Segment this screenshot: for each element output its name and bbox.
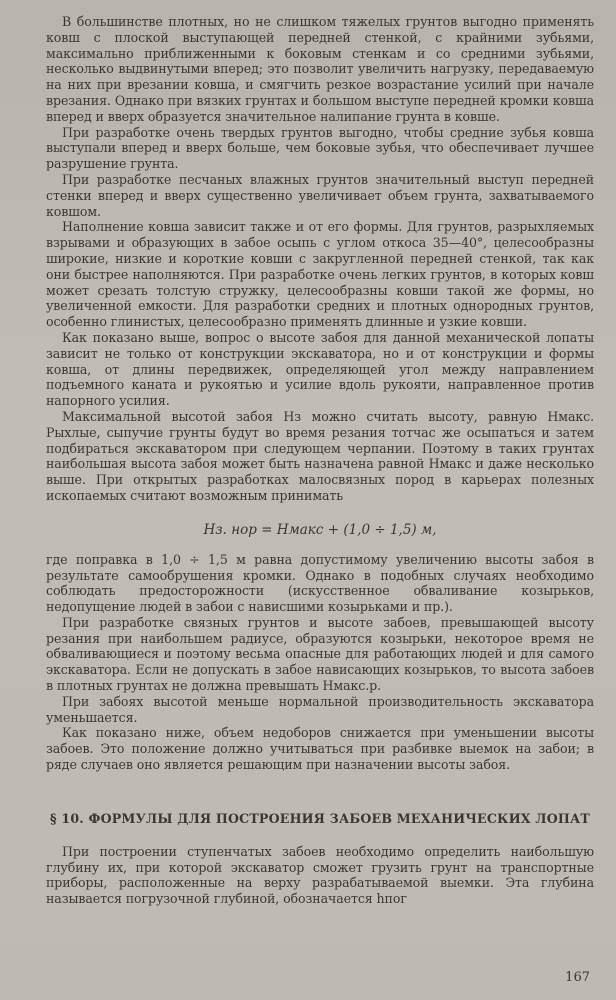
- section-heading: § 10. ФОРМУЛЫ ДЛЯ ПОСТРОЕНИЯ ЗАБОЕВ МЕХАНИЧЕСКИХ ЛОПАТ: [49, 810, 590, 826]
- paragraph: В большинстве плотных, но не слишком тяжелых грунтов выгодно применять ковш с плоской выступающей передней стенкой, с крайними зубьями, максимально приближенными к боковым стенкам и со средними зубьями, несколько выдвинутыми вперед; это позволит увеличить нагрузку, передаваемую на них при врезании ковша, и смягчить резкое возрастание усилий при начале врезания. Однако при вязких грунтах и большом выступе передней кромки ковша вперед и вверх образуется значительное налипание грунта в ковше.: [46, 14, 594, 124]
- paragraph: При забоях высотой меньше нормальной производительность экскаватора уменьшается.: [46, 693, 594, 725]
- paragraph: При построении ступенчатых забоев необходимо определить наибольшую глубину их, при которой экскаватор сможет грузить грунт на транспортные приборы, расположенные на верху разрабатываемой выемки. Эта глубина называется погрузочной глубиной, обозначается hпог: [46, 843, 594, 907]
- paragraph: где поправка в 1,0 ÷ 1,5 м равна допустимому увеличению высоты забоя в результате самообрушения кромки. Однако в подобных случаях необходимо соблюдать предосторожности (искусственное обваливание козырьков, недопущение людей в забои с нависшими козырьками и пр.).: [46, 551, 594, 615]
- page-number: 167: [565, 970, 590, 985]
- paragraph: Как показано ниже, объем недоборов снижается при уменьшении высоты забоев. Это положение должно учитываться при разбивке выемок на забои; в ряде случаев оно является решающим при назначении высоты забоя.: [46, 725, 594, 773]
- paragraph: При разработке песчаных влажных грунтов значительный выступ передней стенки вперед и вверх существенно увеличивает объем грунта, захватываемого ковшом.: [46, 171, 594, 219]
- paragraph: При разработке очень твердых грунтов выгодно, чтобы средние зубья ковша выступали вперед и вверх больше, чем боковые зубья, что обеспечивает лучшее разрушение грунта.: [46, 124, 594, 172]
- paragraph: При разработке связных грунтов и высоте забоев, превышающей высоту резания при наибольшем радиусе, образуются козырьки, некоторое время не обваливающиеся и поэтому весьма опасные для работающих людей и для самого экскаватора. Если не допускать в забое нависающих козырьков, то высота забоев в плотных грунтах не должна превышать Hмакс.р.: [46, 614, 594, 694]
- paragraph: Как показано выше, вопрос о высоте забоя для данной механической лопаты зависит не только от конструкции экскаватора, но и от конструкции и формы ковша, от длины передвижек, определяющей угол между направлением подъемного каната и рукоятью и усилие вдоль рукояти, направленное против напорного усилия.: [46, 329, 594, 409]
- paragraph: Наполнение ковша зависит также и от его формы. Для грунтов, разрыхляемых взрывами и образующих в забое осыпь с углом откоса 35—40°, целесообразны широкие, низкие и короткие ковши с закругленной передней стенкой, так как они быстрее наполняются. При разработке очень легких грунтов, в которых ковш может срезать толстую стружку, целесообразны ковши такой же формы, но увеличенной емкости. Для разработки средних и плотных однородных грунтов, особенно глинистых, целесообразно применять длинные и узкие ковши.: [46, 219, 594, 330]
- paragraph: Максимальной высотой забоя Hз можно считать высоту, равную Hмакс. Рыхлые, сыпучие грунты будут во время резания тотчас же осыпаться и затем подбираться экскаватором при следующем черпании. Поэтому в таких грунтах наибольшая высота забоя может быть назначена равной Hмакс и даже несколько выше. При открытых разработках малосвязных пород в карьерах полезных ископаемых считают возможным принимать: [46, 408, 594, 503]
- page-text: [46, 14, 594, 907]
- formula: Hз. нор = Hмакс + (1,0 ÷ 1,5) м,: [203, 521, 437, 538]
